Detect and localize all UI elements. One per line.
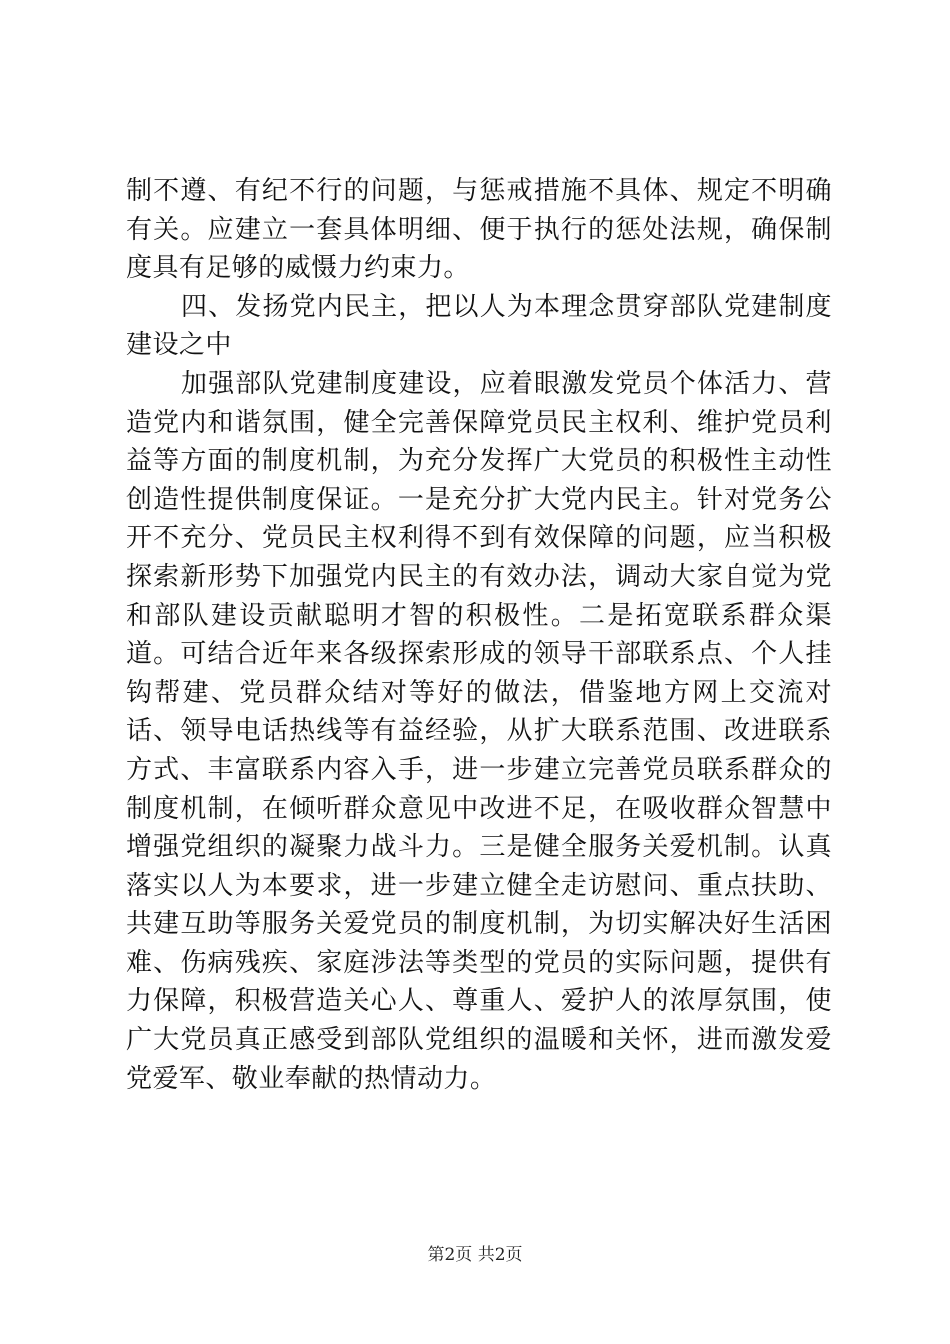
section-heading: 四、发扬党内民主，把以人为本理念贯穿部队党建制度建设之中 (126, 291, 832, 361)
document-body (126, 172, 832, 1098)
page-footer: 第2页 共2页 (427, 1245, 523, 1265)
paragraph-body: 加强部队党建制度建设，应着眼激发党员个体活力、营造党内和谐氛围，健全完善保障党员民主权利、维护党员利益等方面的制度机制，为充分发挥广大党员的积极性主动性创造性提供制度保证。一是充分扩大党内民主。针对党务公开不充分、党员民主权利得不到有效保障的问题，应当积极探索新形势下加强党内民主的有效办法，调动大家自觉为党和部队建设贡献聪明才智的积极性。二是拓宽联系群众渠道。可结合近年来各级探索形成的领导干部联系点、个人挂钩帮建、党员群众结对等好的做法，借鉴地方网上交流对话、领导电话热线等有益经验，从扩大联系范围、改进联系方式、丰富联系内容入手，进一步建立完善党员联系群众的制度机制，在倾听群众意见中改进不足，在吸收群众智慧中增强党组织的凝聚力战斗力。三是健全服务关爱机制。认真落实以人为本要求，进一步建立健全走访慰问、重点扶助、共建互助等服务关爱党员的制度机制，为切实解决好生活困难、伤病残疾、家庭涉法等类型的党员的实际问题，提供有力保障，积极营造关心人、尊重人、爱护人的浓厚氛围，使广大党员真正感受到部队党组织的温暖和关怀，进而激发爱党爱军、敬业奉献的热情动力。 (126, 368, 832, 1094)
paragraph-continuation: 制不遵、有纪不行的问题，与惩戒措施不具体、规定不明确有关。应建立一套具体明细、便于执行的惩处法规，确保制度具有足够的威慑力约束力。 (126, 176, 832, 284)
